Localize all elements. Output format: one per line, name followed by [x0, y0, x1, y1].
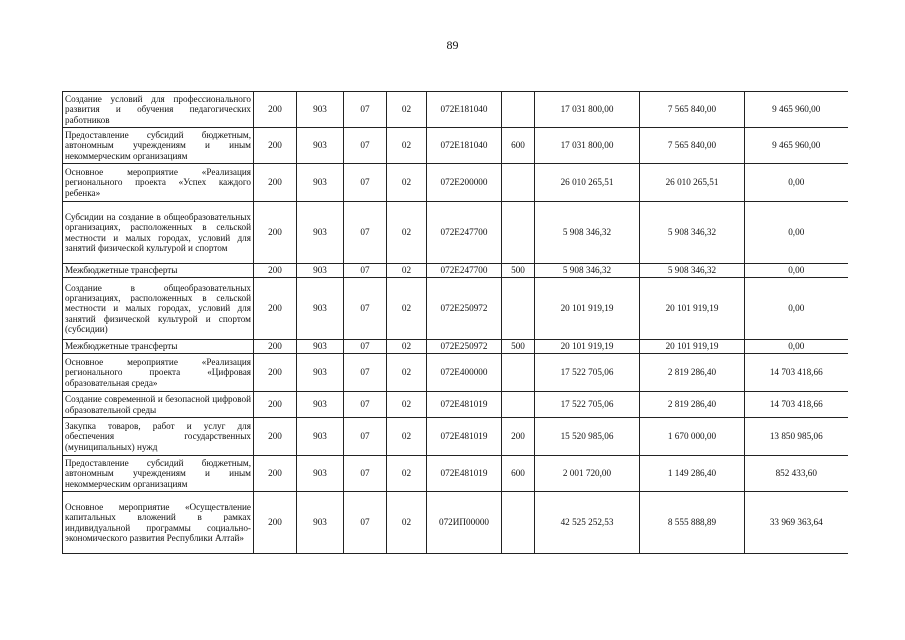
row-csr: 072E250972	[427, 340, 502, 354]
row-name: Межбюджетные трансферты	[63, 340, 254, 354]
row-sum2: 2 819 286,40	[640, 392, 745, 418]
row-code: 903	[297, 264, 344, 278]
row-sum1: 15 520 985,06	[535, 418, 640, 456]
row-grbs: 200	[254, 128, 297, 164]
row-csr: 072E250972	[427, 278, 502, 340]
table-row	[63, 128, 848, 164]
table-row	[63, 202, 848, 264]
row-code: 903	[297, 492, 344, 554]
row-vr	[502, 492, 535, 554]
row-code: 903	[297, 164, 344, 202]
row-vr: 200	[502, 418, 535, 456]
budget-table	[62, 91, 848, 554]
row-code: 903	[297, 278, 344, 340]
row-vr	[502, 354, 535, 392]
row-razdel: 07	[344, 354, 387, 392]
table-row	[63, 418, 848, 456]
row-sum3: 852 433,60	[745, 456, 848, 492]
row-csr: 072E247700	[427, 264, 502, 278]
row-grbs: 200	[254, 354, 297, 392]
row-name: Закупка товаров, работ и услуг для обеспечения государственных (муниципальных) нужд	[63, 418, 254, 456]
table-row	[63, 340, 848, 354]
row-grbs: 200	[254, 492, 297, 554]
row-grbs: 200	[254, 278, 297, 340]
row-name: Межбюджетные трансферты	[63, 264, 254, 278]
row-razdel: 07	[344, 418, 387, 456]
row-vr: 500	[502, 264, 535, 278]
row-name: Создание современной и безопасной цифровой образовательной среды	[63, 392, 254, 418]
row-podrazdel: 02	[387, 340, 427, 354]
table-row	[63, 392, 848, 418]
row-vr	[502, 92, 535, 128]
row-sum3: 33 969 363,64	[745, 492, 848, 554]
row-vr: 600	[502, 128, 535, 164]
row-name: Основное мероприятие «Реализация регионального проекта «Успех каждого ребенка»	[63, 164, 254, 202]
row-grbs: 200	[254, 418, 297, 456]
row-razdel: 07	[344, 456, 387, 492]
row-csr: 072E247700	[427, 202, 502, 264]
row-razdel: 07	[344, 340, 387, 354]
table-row	[63, 164, 848, 202]
row-code: 903	[297, 340, 344, 354]
row-sum3: 0,00	[745, 340, 848, 354]
row-code: 903	[297, 418, 344, 456]
row-name: Предоставление субсидий бюджетным, автономным учреждениям и иным некоммерческим организациям	[63, 456, 254, 492]
page-number: 89	[446, 38, 459, 52]
row-vr	[502, 392, 535, 418]
row-sum3: 0,00	[745, 278, 848, 340]
row-razdel: 07	[344, 164, 387, 202]
row-razdel: 07	[344, 264, 387, 278]
row-podrazdel: 02	[387, 418, 427, 456]
row-sum2: 8 555 888,89	[640, 492, 745, 554]
row-sum3: 0,00	[745, 164, 848, 202]
row-podrazdel: 02	[387, 354, 427, 392]
row-vr	[502, 202, 535, 264]
row-sum2: 20 101 919,19	[640, 340, 745, 354]
row-grbs: 200	[254, 202, 297, 264]
row-sum1: 5 908 346,32	[535, 264, 640, 278]
row-name: Основное мероприятие «Реализация регионального проекта «Цифровая образовательная среда»	[63, 354, 254, 392]
row-sum2: 26 010 265,51	[640, 164, 745, 202]
row-grbs: 200	[254, 264, 297, 278]
row-razdel: 07	[344, 92, 387, 128]
row-podrazdel: 02	[387, 264, 427, 278]
row-sum3: 14 703 418,66	[745, 392, 848, 418]
row-sum1: 17 031 800,00	[535, 92, 640, 128]
row-csr: 072ИП00000	[427, 492, 502, 554]
row-sum2: 5 908 346,32	[640, 264, 745, 278]
row-sum1: 26 010 265,51	[535, 164, 640, 202]
row-sum1: 20 101 919,19	[535, 340, 640, 354]
table-row	[63, 354, 848, 392]
row-podrazdel: 02	[387, 128, 427, 164]
row-grbs: 200	[254, 92, 297, 128]
row-csr: 072E200000	[427, 164, 502, 202]
row-podrazdel: 02	[387, 392, 427, 418]
row-sum2: 7 565 840,00	[640, 92, 745, 128]
table-row	[63, 456, 848, 492]
row-razdel: 07	[344, 392, 387, 418]
row-code: 903	[297, 202, 344, 264]
row-name: Субсидии на создание в общеобразовательных организациях, расположенных в сельской местности и малых городах, условий для занятий физической культурой и спортом	[63, 202, 254, 264]
row-podrazdel: 02	[387, 278, 427, 340]
row-grbs: 200	[254, 392, 297, 418]
row-csr: 072E181040	[427, 128, 502, 164]
row-sum2: 5 908 346,32	[640, 202, 745, 264]
row-name: Создание в общеобразовательных организациях, расположенных в сельской местности и малых городах, условий для занятий физической культурой и спортом (субсидии)	[63, 278, 254, 340]
row-code: 903	[297, 456, 344, 492]
row-sum2: 2 819 286,40	[640, 354, 745, 392]
row-grbs: 200	[254, 164, 297, 202]
row-name: Основное мероприятие «Осуществление капитальных вложений в рамках индивидуальной программы социально-экономического развития Республики Алтай»	[63, 492, 254, 554]
row-vr: 600	[502, 456, 535, 492]
row-sum1: 17 522 705,06	[535, 354, 640, 392]
row-podrazdel: 02	[387, 164, 427, 202]
row-csr: 072E481019	[427, 418, 502, 456]
row-vr	[502, 278, 535, 340]
row-sum1: 2 001 720,00	[535, 456, 640, 492]
row-csr: 072E181040	[427, 92, 502, 128]
row-podrazdel: 02	[387, 456, 427, 492]
table-row	[63, 264, 848, 278]
row-sum1: 20 101 919,19	[535, 278, 640, 340]
row-name: Предоставление субсидий бюджетным, автономным учреждениям и иным некоммерческим организациям	[63, 128, 254, 164]
table-row	[63, 92, 848, 128]
row-sum3: 14 703 418,66	[745, 354, 848, 392]
row-sum3: 13 850 985,06	[745, 418, 848, 456]
row-grbs: 200	[254, 340, 297, 354]
row-sum1: 42 525 252,53	[535, 492, 640, 554]
row-podrazdel: 02	[387, 202, 427, 264]
table-row	[63, 278, 848, 340]
row-sum2: 1 670 000,00	[640, 418, 745, 456]
row-razdel: 07	[344, 492, 387, 554]
row-csr: 072E400000	[427, 354, 502, 392]
row-razdel: 07	[344, 278, 387, 340]
row-grbs: 200	[254, 456, 297, 492]
row-sum2: 20 101 919,19	[640, 278, 745, 340]
row-code: 903	[297, 92, 344, 128]
row-sum3: 0,00	[745, 202, 848, 264]
budget-table-body	[63, 92, 848, 554]
table-row	[63, 492, 848, 554]
row-vr	[502, 164, 535, 202]
row-sum2: 1 149 286,40	[640, 456, 745, 492]
row-csr: 072E481019	[427, 456, 502, 492]
row-code: 903	[297, 392, 344, 418]
row-sum2: 7 565 840,00	[640, 128, 745, 164]
row-sum1: 5 908 346,32	[535, 202, 640, 264]
row-podrazdel: 02	[387, 92, 427, 128]
row-name: Создание условий для профессионального развития и обучения педагогических работников	[63, 92, 254, 128]
row-vr: 500	[502, 340, 535, 354]
row-sum3: 0,00	[745, 264, 848, 278]
row-razdel: 07	[344, 202, 387, 264]
row-sum1: 17 031 800,00	[535, 128, 640, 164]
row-code: 903	[297, 128, 344, 164]
row-razdel: 07	[344, 128, 387, 164]
row-sum3: 9 465 960,00	[745, 128, 848, 164]
row-podrazdel: 02	[387, 492, 427, 554]
row-sum1: 17 522 705,06	[535, 392, 640, 418]
row-code: 903	[297, 354, 344, 392]
row-csr: 072E481019	[427, 392, 502, 418]
row-sum3: 9 465 960,00	[745, 92, 848, 128]
